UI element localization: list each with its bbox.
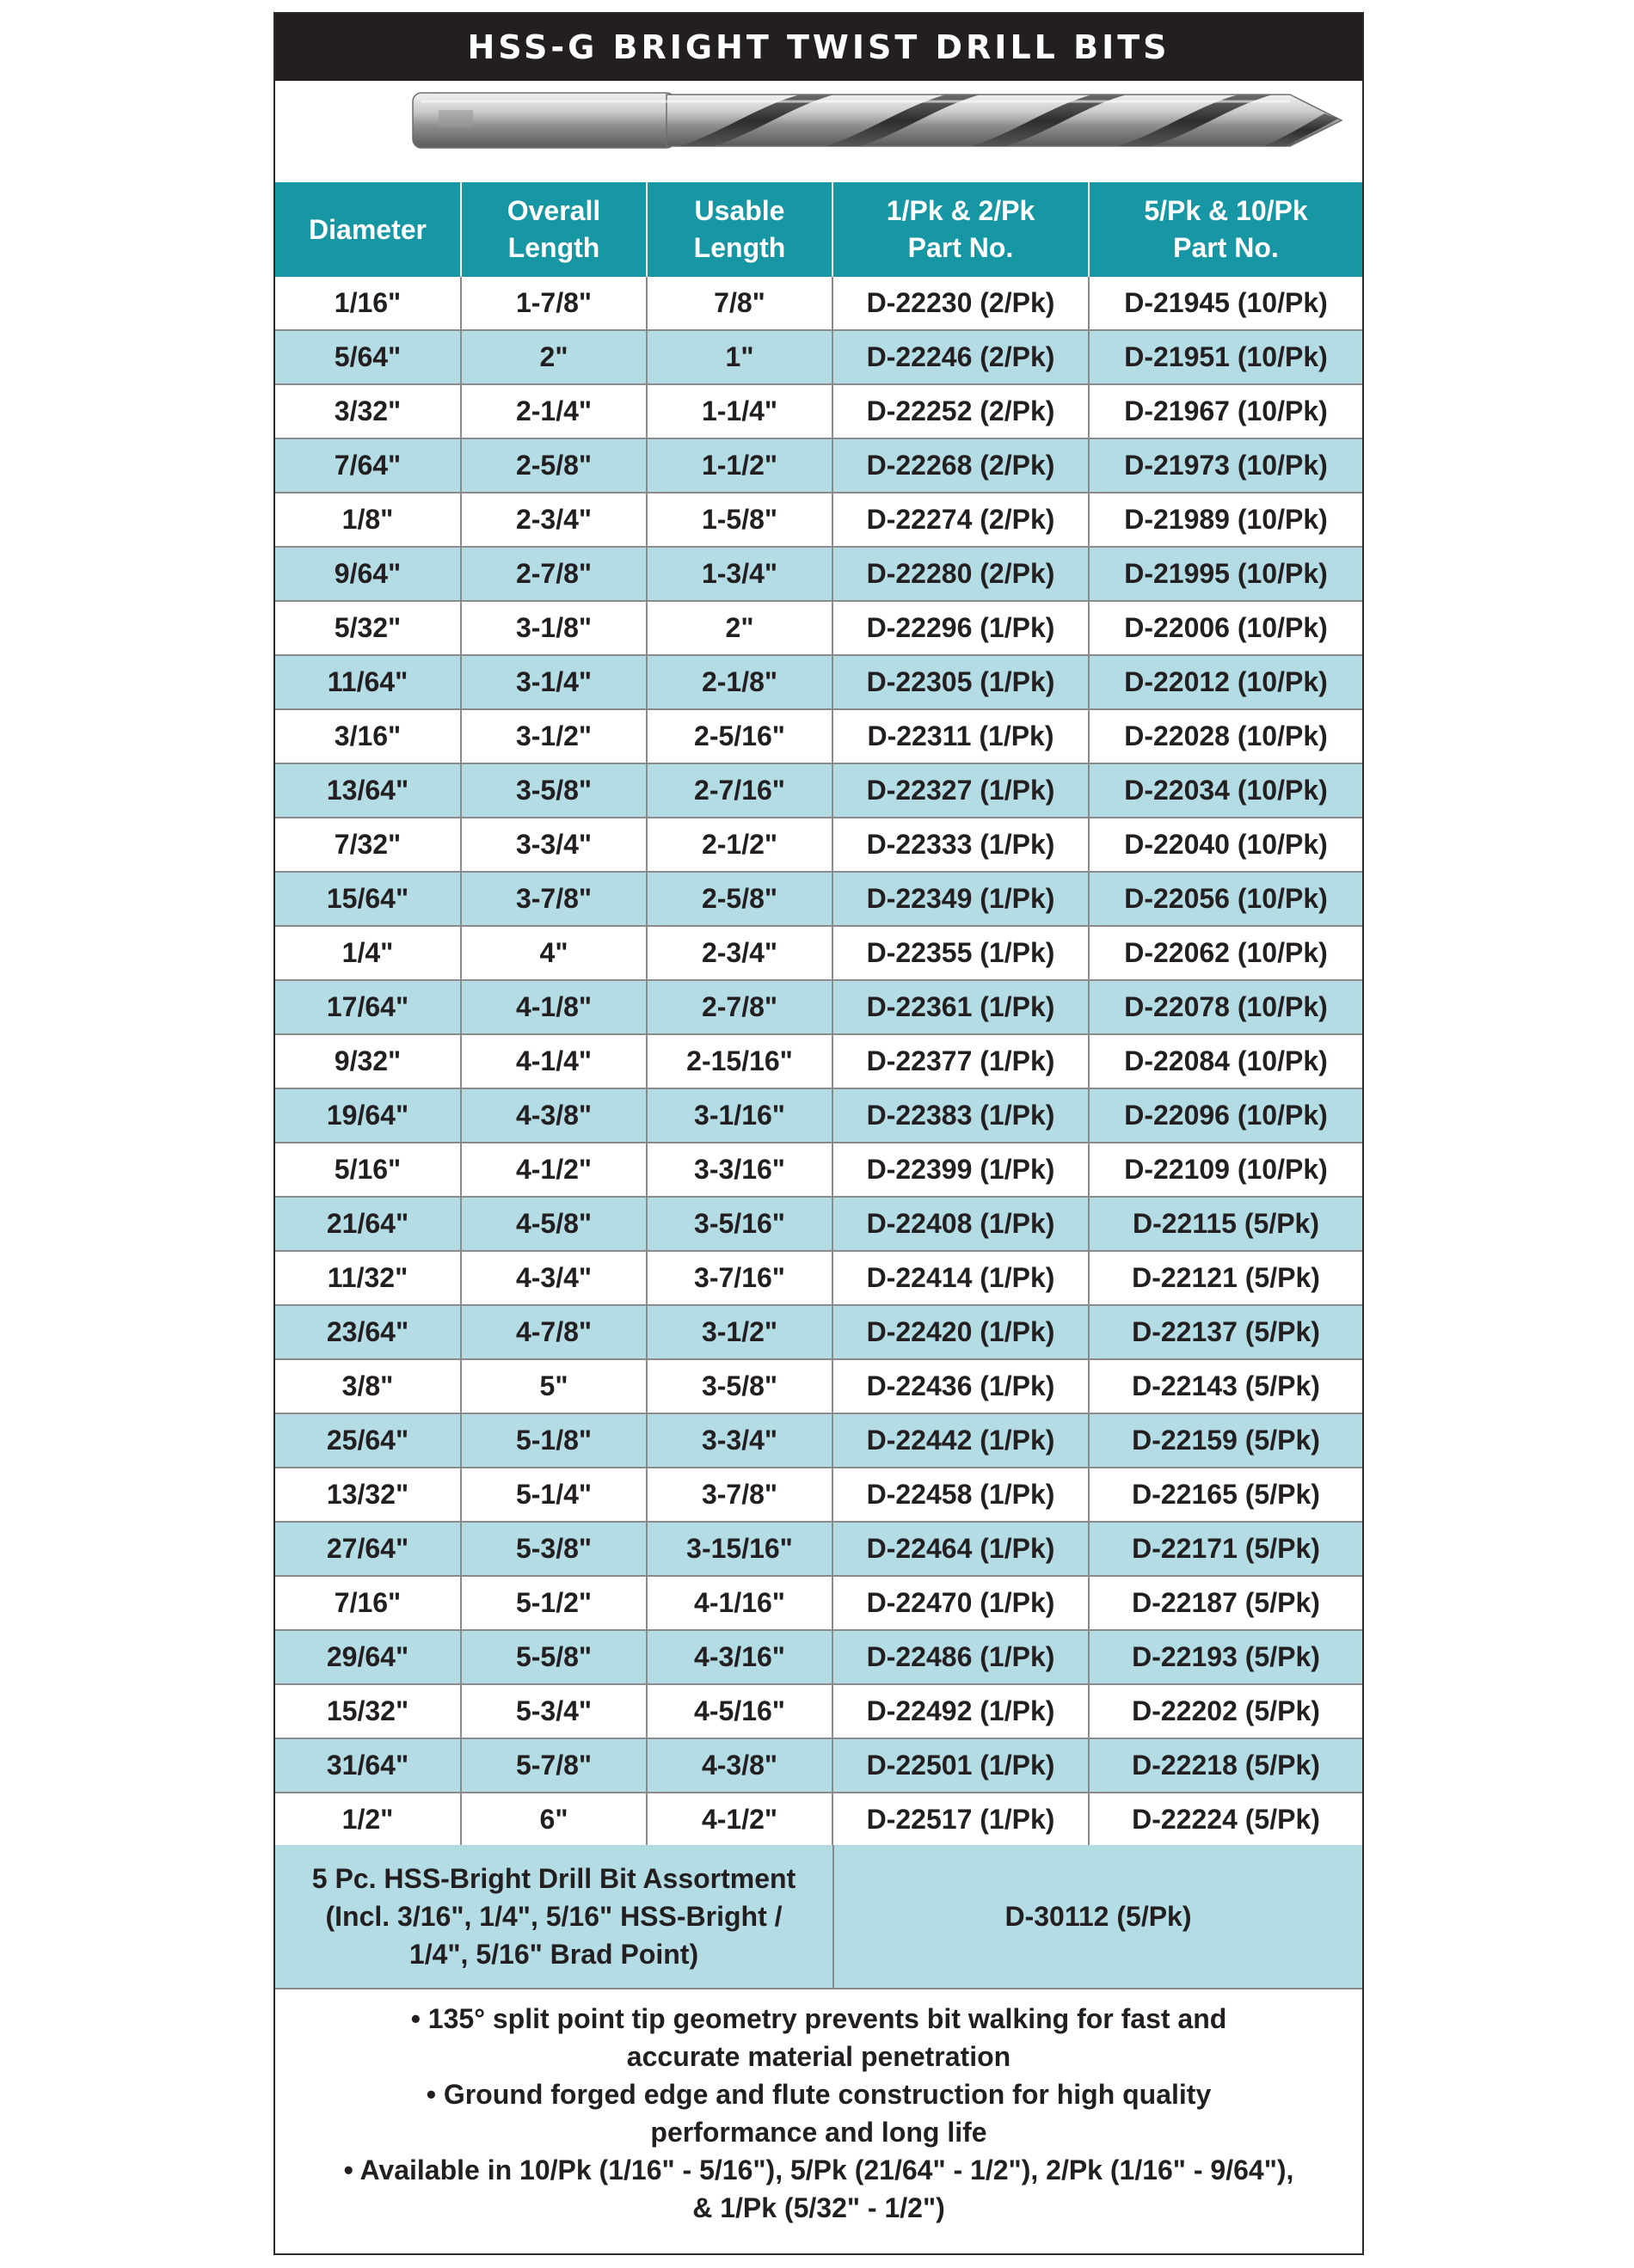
table-header-row [275,182,1362,277]
table-cell: 2-5/8" [647,872,832,926]
table-cell: 2-7/8" [647,980,832,1034]
table-cell: 4-3/16" [647,1630,832,1684]
table-cell: 3-7/16" [647,1251,832,1305]
table-cell: 29/64" [275,1630,461,1684]
header-part-no-small-pack [832,182,1089,277]
table-cell: 5-1/4" [461,1468,647,1522]
table-cell: D-21967 (10/Pk) [1089,384,1362,438]
table-cell: D-22034 (10/Pk) [1089,763,1362,818]
table-cell: 7/64" [275,438,461,493]
table-cell: 4-1/16" [647,1576,832,1630]
assortment-row [275,1845,1362,1989]
table-cell: D-21995 (10/Pk) [1089,547,1362,601]
table-cell: D-22458 (1/Pk) [832,1468,1089,1522]
table-cell: D-22193 (5/Pk) [1089,1630,1362,1684]
table-cell: 13/64" [275,763,461,818]
table-cell: D-22252 (2/Pk) [832,384,1089,438]
table-cell: 4-5/16" [647,1684,832,1738]
table-cell: 19/64" [275,1088,461,1143]
table-cell: 1" [647,330,832,384]
table-cell: D-22218 (5/Pk) [1089,1738,1362,1793]
header-line: Diameter [309,213,427,245]
table-cell: D-22470 (1/Pk) [832,1576,1089,1630]
table-cell: 3-5/8" [461,763,647,818]
table-cell: D-22383 (1/Pk) [832,1088,1089,1143]
table-cell: D-22414 (1/Pk) [832,1251,1089,1305]
table-row [275,709,1362,763]
table-cell: 4-1/4" [461,1034,647,1088]
table-row [275,926,1362,980]
table-cell: D-22280 (2/Pk) [832,547,1089,601]
table-cell: D-22121 (5/Pk) [1089,1251,1362,1305]
table-cell: D-22137 (5/Pk) [1089,1305,1362,1359]
table-cell: 15/64" [275,872,461,926]
table-cell: 4-3/8" [647,1738,832,1793]
table-cell: 4-3/4" [461,1251,647,1305]
table-cell: 2-1/2" [647,818,832,872]
table-cell: D-21945 (10/Pk) [1089,277,1362,330]
table-cell: 2-1/4" [461,384,647,438]
table-cell: 11/64" [275,655,461,709]
assortment-label-line: 1/4", 5/16" Brad Point) [408,1939,699,1970]
table-cell: D-22006 (10/Pk) [1089,601,1362,655]
table-cell: D-22305 (1/Pk) [832,655,1089,709]
table-cell: 21/64" [275,1197,461,1251]
table-row [275,1630,1362,1684]
feature-line: • Available in 10/Pk (1/16" - 5/16"), 5/Pk (21/64" - 1/2"), 2/Pk (1/16" - 9/64"), [343,2155,1294,2185]
table-cell: 17/64" [275,980,461,1034]
table-cell: 3-3/16" [647,1143,832,1197]
table-cell: 2" [647,601,832,655]
table-row [275,872,1362,926]
table-cell: D-22246 (2/Pk) [832,330,1089,384]
table-cell: D-21989 (10/Pk) [1089,493,1362,547]
table-cell: 3-5/8" [647,1359,832,1413]
table-cell: 3/16" [275,709,461,763]
feature-line: & 1/Pk (5/32" - 1/2") [692,2192,945,2223]
assortment-part-no: D-30112 (5/Pk) [1004,1900,1192,1932]
table-cell: 3-3/4" [647,1413,832,1468]
table-cell: 3-1/2" [647,1305,832,1359]
table-row [275,1522,1362,1576]
table-row [275,1738,1362,1793]
table-cell: 2" [461,330,647,384]
table-cell: D-22349 (1/Pk) [832,872,1089,926]
table-cell: D-22115 (5/Pk) [1089,1197,1362,1251]
features-list [275,2000,1362,2227]
table-cell: 1-3/4" [647,547,832,601]
header-line: 5/Pk & 10/Pk [1144,195,1308,226]
page-title: HSS-G BRIGHT TWIST DRILL BITS [467,28,1170,66]
table-cell: D-22159 (5/Pk) [1089,1413,1362,1468]
table-cell: 27/64" [275,1522,461,1576]
table-cell: 7/32" [275,818,461,872]
table-cell: 23/64" [275,1305,461,1359]
table-row [275,1251,1362,1305]
header-diameter [275,182,461,277]
feature-line: accurate material penetration [626,2041,1011,2072]
table-row [275,1143,1362,1197]
table-cell: D-21973 (10/Pk) [1089,438,1362,493]
table-cell: D-22012 (10/Pk) [1089,655,1362,709]
table-row [275,330,1362,384]
table-cell: D-22230 (2/Pk) [832,277,1089,330]
table-cell: D-22296 (1/Pk) [832,601,1089,655]
table-cell: D-22084 (10/Pk) [1089,1034,1362,1088]
table-cell: D-22165 (5/Pk) [1089,1468,1362,1522]
table-cell: 5/16" [275,1143,461,1197]
header-line: Part No. [1173,232,1279,263]
table-row [275,1197,1362,1251]
table-cell: D-22268 (2/Pk) [832,438,1089,493]
header-overall-length [461,182,647,277]
feature-line: performance and long life [650,2117,987,2148]
table-cell: 7/16" [275,1576,461,1630]
table-cell: D-22062 (10/Pk) [1089,926,1362,980]
table-cell: 3-1/2" [461,709,647,763]
table-cell: 4-1/2" [647,1793,832,1847]
table-cell: D-22420 (1/Pk) [832,1305,1089,1359]
table-cell: 1-1/2" [647,438,832,493]
table-cell: D-22109 (10/Pk) [1089,1143,1362,1197]
table-row [275,277,1362,330]
table-cell: D-22517 (1/Pk) [832,1793,1089,1847]
table-row [275,1468,1362,1522]
table-cell: 2-7/16" [647,763,832,818]
table-cell: 5-3/4" [461,1684,647,1738]
table-row [275,601,1362,655]
header-line: Length [507,232,600,263]
table-cell: D-22501 (1/Pk) [832,1738,1089,1793]
table-row [275,1088,1362,1143]
table-row [275,1684,1362,1738]
table-cell: 4-1/2" [461,1143,647,1197]
table-cell: 2-15/16" [647,1034,832,1088]
header-line: Usable [694,195,785,226]
table-row [275,655,1362,709]
table-cell: 3-1/16" [647,1088,832,1143]
table-cell: 11/32" [275,1251,461,1305]
drill-bit-icon [275,81,1362,182]
header-usable-length [647,182,832,277]
table-cell: 1-5/8" [647,493,832,547]
table-row [275,493,1362,547]
table-cell: D-22486 (1/Pk) [832,1630,1089,1684]
table-cell: D-22408 (1/Pk) [832,1197,1089,1251]
assortment-label-line: 5 Pc. HSS-Bright Drill Bit Assortment [311,1863,796,1894]
table-cell: D-22224 (5/Pk) [1089,1793,1362,1847]
table-cell: 1/4" [275,926,461,980]
table-body [275,277,1362,1847]
header-line: Part No. [907,232,1014,263]
table-cell: 4-5/8" [461,1197,647,1251]
table-cell: D-22377 (1/Pk) [832,1034,1089,1088]
table-cell: D-21951 (10/Pk) [1089,330,1362,384]
table-row [275,1359,1362,1413]
table-row [275,1305,1362,1359]
table-row [275,384,1362,438]
table-row [275,818,1362,872]
table-cell: 5-3/8" [461,1522,647,1576]
table-cell: 4-7/8" [461,1305,647,1359]
specs-table [275,182,1362,1848]
table-cell: 3-7/8" [647,1468,832,1522]
table-row [275,1413,1362,1468]
table-cell: 1-1/4" [647,384,832,438]
table-cell: 1/8" [275,493,461,547]
table-cell: D-22333 (1/Pk) [832,818,1089,872]
title-bar [275,14,1362,81]
feature-line: • 135° split point tip geometry prevents bit walking for fast and [410,2003,1227,2034]
table-cell: 13/32" [275,1468,461,1522]
table-row [275,1576,1362,1630]
table-cell: 4-3/8" [461,1088,647,1143]
table-cell: 1/2" [275,1793,461,1847]
table-cell: D-22096 (10/Pk) [1089,1088,1362,1143]
header-part-no-large-pack [1089,182,1362,277]
table-cell: 7/8" [647,277,832,330]
table-cell: 5-5/8" [461,1630,647,1684]
table-cell: 3-15/16" [647,1522,832,1576]
table-cell: 3-7/8" [461,872,647,926]
table-row [275,1034,1362,1088]
table-cell: 2-3/4" [461,493,647,547]
table-cell: D-22274 (2/Pk) [832,493,1089,547]
table-cell: 5/32" [275,601,461,655]
table-cell: D-22187 (5/Pk) [1089,1576,1362,1630]
table-cell: D-22361 (1/Pk) [832,980,1089,1034]
header-line: Overall [507,195,601,226]
table-cell: 1-7/8" [461,277,647,330]
header-line: Length [693,232,786,263]
table-cell: 3/32" [275,384,461,438]
table-cell: 5-1/2" [461,1576,647,1630]
table-cell: 5/64" [275,330,461,384]
table-cell: 3-5/16" [647,1197,832,1251]
table-cell: 6" [461,1793,647,1847]
table-cell: 2-7/8" [461,547,647,601]
table-cell: D-22311 (1/Pk) [832,709,1089,763]
assortment-label-line: (Incl. 3/16", 1/4", 5/16" HSS-Bright / [325,1901,783,1932]
header-line: 1/Pk & 2/Pk [886,195,1035,226]
assortment-label [275,1845,834,1988]
table-cell: 9/64" [275,547,461,601]
table-cell: 4-1/8" [461,980,647,1034]
table-cell: 5" [461,1359,647,1413]
table-row [275,980,1362,1034]
table-cell: D-22028 (10/Pk) [1089,709,1362,763]
table-cell: D-22492 (1/Pk) [832,1684,1089,1738]
table-row [275,1793,1362,1847]
table-cell: 3-1/4" [461,655,647,709]
table-cell: 2-3/4" [647,926,832,980]
table-cell: D-22202 (5/Pk) [1089,1684,1362,1738]
table-cell: D-22143 (5/Pk) [1089,1359,1362,1413]
table-cell: 2-1/8" [647,655,832,709]
table-cell: D-22442 (1/Pk) [832,1413,1089,1468]
table-cell: 2-5/16" [647,709,832,763]
table-cell: D-22327 (1/Pk) [832,763,1089,818]
table-cell: 5-7/8" [461,1738,647,1793]
table-cell: D-22399 (1/Pk) [832,1143,1089,1197]
table-cell: D-22436 (1/Pk) [832,1359,1089,1413]
table-cell: D-22056 (10/Pk) [1089,872,1362,926]
drill-bit-image [275,81,1362,182]
table-cell: D-22171 (5/Pk) [1089,1522,1362,1576]
table-cell: D-22040 (10/Pk) [1089,818,1362,872]
table-cell: 3-1/8" [461,601,647,655]
table-cell: 2-5/8" [461,438,647,493]
table-row [275,547,1362,601]
table-cell: D-22355 (1/Pk) [832,926,1089,980]
table-cell: 3/8" [275,1359,461,1413]
table-cell: 15/32" [275,1684,461,1738]
table-cell: 4" [461,926,647,980]
table-row [275,763,1362,818]
feature-line: • Ground forged edge and flute construction for high quality [426,2079,1212,2110]
table-cell: 1/16" [275,277,461,330]
table-cell: D-22464 (1/Pk) [832,1522,1089,1576]
product-card [273,12,1364,2255]
table-cell: 3-3/4" [461,818,647,872]
table-cell: 31/64" [275,1738,461,1793]
table-cell: 9/32" [275,1034,461,1088]
table-cell: 5-1/8" [461,1413,647,1468]
table-row [275,438,1362,493]
table-cell: 25/64" [275,1413,461,1468]
table-cell: D-22078 (10/Pk) [1089,980,1362,1034]
